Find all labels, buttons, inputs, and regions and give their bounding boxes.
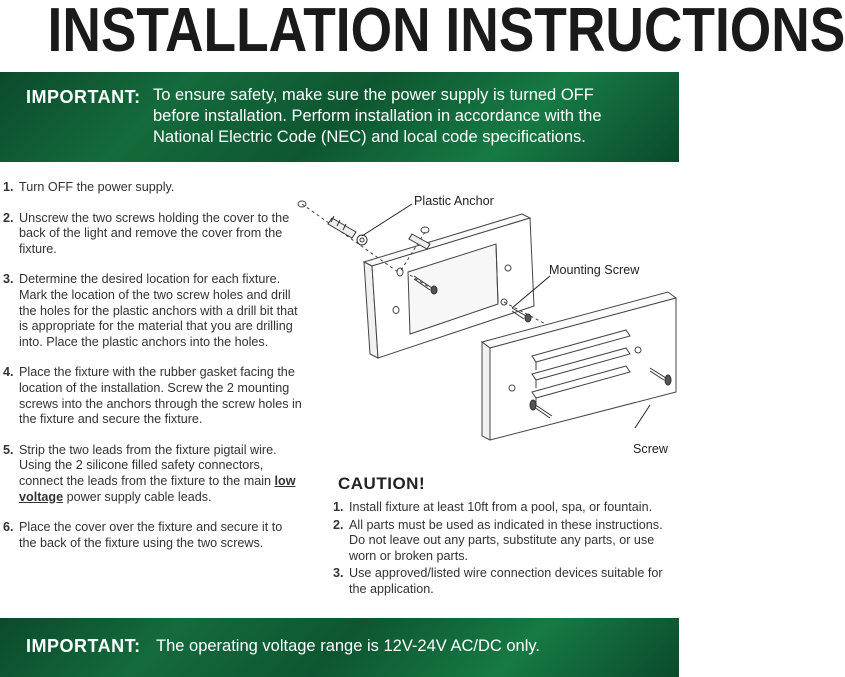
step-number: 3. [3,272,14,287]
caution-text: Use approved/listed wire connection devices suitable for the application. [349,566,663,596]
step-2 [3,211,303,258]
caution-item-2 [333,518,673,565]
important-line-3: National Electric Code (NEC) and local code specifications. [153,128,586,146]
step-text-after: power supply cable leads. [63,489,212,504]
step-text: Place the fixture with the rubber gasket facing the location of the installation. Screw the 2 mounting screws into the anchors through the screw holes in the fixture and secure the fixture. [19,365,302,427]
important-label: IMPORTANT: [26,87,141,107]
step-number: 4. [3,365,14,380]
important-label: IMPORTANT: [26,636,141,656]
caution-number: 2. [333,517,344,532]
voltage-note: The operating voltage range is 12V-24V AC/DC only. [156,637,541,655]
step-text: Turn OFF the power supply. [19,180,175,194]
caution-heading: CAUTION! [338,474,426,493]
low-voltage-emphasis: low voltage [19,473,296,504]
step-4 [3,365,303,427]
step-text [19,443,303,505]
screw-label: Screw [633,442,668,456]
caution-number: 3. [333,566,344,581]
step-number: 6. [3,520,14,535]
step-1 [3,180,303,196]
caution-item-3 [333,566,673,597]
step-text: Unscrew the two screws holding the cover to the back of the light and remove the cover from the fixture. [19,210,290,256]
step-text: Place the cover over the fixture and secure it to the back of the fixture using the two screws. [19,520,283,550]
installation-diagram [290,180,679,470]
important-banner-top [0,72,679,162]
installation-steps [3,180,303,566]
step-6 [3,520,303,551]
step-number: 5. [3,442,14,457]
step-text-before: Strip the two leads from the fixture pigtail wire. Using the 2 silicone filled safety connectors, connect the leads from the fixture to the main [19,442,277,488]
step-number: 2. [3,210,14,225]
important-banner-bottom [0,618,679,677]
caution-text: Install fixture at least 10ft from a pool, spa, or fountain. [349,500,653,514]
step-text: Determine the desired location for each fixture. Mark the location of the two screw holes and drill the holes for the plastic anchors with a drill bit that is appropriate for the material that you are drilling into. Place the plastic anchors into the holes. [19,272,298,349]
mounting-screw-label: Mounting Screw [549,263,640,277]
step-3 [3,272,303,350]
caution-text: All parts must be used as indicated in these instructions. Do not leave out any parts, substitute any parts, or use worn or broken parts. [349,517,663,563]
caution-item-1 [333,500,673,516]
important-line-2: before installation. Perform installation in accordance with the [153,107,602,125]
plastic-anchor-label: Plastic Anchor [414,194,494,208]
page-title: INSTALLATION INSTRUCTIONS [47,0,845,65]
important-line-1: To ensure safety, make sure the power supply is turned OFF [153,86,594,104]
fixture-illustration [290,180,679,470]
step-number: 1. [3,180,14,194]
step-5 [3,443,303,505]
caution-list [333,500,673,600]
caution-number: 1. [333,500,344,514]
